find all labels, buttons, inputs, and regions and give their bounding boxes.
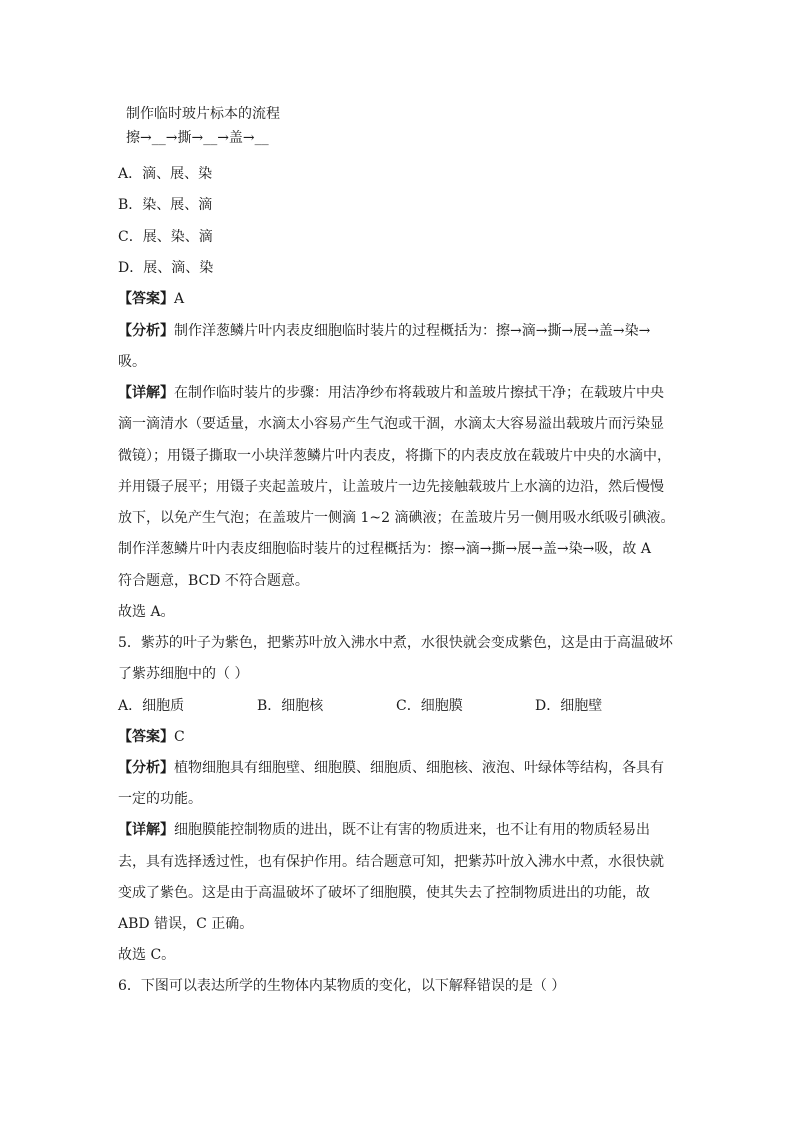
q4-option-c: C．展、染、滴 (118, 229, 213, 245)
detail-line: 微镜）；用镊子撕取一小块洋葱鳞片叶内表皮，将撕下的内表皮放在载玻片中央的水滴中， (118, 448, 671, 464)
answer-tag: 【答案】 (118, 291, 174, 307)
q4-option-b: B．染、展、滴 (118, 197, 213, 213)
answer-value: C (174, 729, 185, 745)
detail-line: 符合题意，BCD 不符合题意。 (118, 573, 309, 589)
q5-analysis (118, 758, 664, 778)
q5-detail (118, 820, 650, 840)
detail-line: 并用镊子展平；用镊子夹起盖玻片，让盖玻片一边先接触载玻片上水滴的边沿，然后慢慢 (118, 479, 664, 495)
analysis-line: 一定的功能。 (118, 791, 202, 807)
q5-option-b: B．细胞核 (257, 698, 324, 714)
q5-stem-line: 了紫苏细胞中的（ ） (118, 666, 249, 682)
detail-line: 细胞膜能控制物质的进出，既不让有害的物质进来，也不让有用的物质轻易出 (174, 822, 650, 838)
q5-stem-line: 5．紫苏的叶子为紫色，把紫苏叶放入沸水中煮，水很快就会变成紫色，这是由于高温破坏 (118, 635, 673, 651)
analysis-line: 植物细胞具有细胞壁、细胞膜、细胞质、细胞核、液泡、叶绿体等结构，各具有 (174, 760, 664, 776)
q4-option-d: D．展、滴、染 (118, 260, 214, 276)
detail-line: 变成了紫色。这是由于高温破坏了破坏了细胞膜，使其失去了控制物质进出的功能，故 (118, 885, 650, 901)
detail-line: 滴一滴清水（要适量，水滴太小容易产生气泡或干涸，水滴太大容易溢出载玻片而污染显 (118, 416, 664, 432)
q4-conclusion: 故选 A。 (118, 604, 175, 620)
answer-tag: 【答案】 (118, 729, 174, 745)
q5-answer (118, 727, 185, 747)
analysis-line: 制作洋葱鳞片叶内表皮细胞临时装片的过程概括为：擦→滴→撕→展→盖→染→ (174, 323, 651, 339)
q4-option-a: A．滴、展、染 (118, 166, 213, 182)
q4-analysis (118, 321, 650, 341)
detail-line: ABD 错误，C 正确。 (118, 916, 254, 932)
flow-steps: 擦→__→撕→__→盖→__ (126, 130, 269, 146)
q5-conclusion: 故选 C。 (118, 947, 176, 963)
detail-line: 在制作临时装片的步骤：用洁净纱布将载玻片和盖玻片擦拭干净；在载玻片中央 (174, 385, 664, 401)
analysis-tag: 【分析】 (118, 760, 174, 776)
detail-tag: 【详解】 (118, 385, 174, 401)
detail-line: 去，具有选择透过性，也有保护作用。结合题意可知，把紫苏叶放入沸水中煮，水很快就 (118, 854, 664, 870)
q5-option-a: A．细胞质 (118, 698, 185, 714)
q5-option-c: C．细胞膜 (396, 698, 463, 714)
detail-line: 制作洋葱鳞片叶内表皮细胞临时装片的过程概括为：擦→滴→撕→展→盖→染→吸，故 A (118, 541, 651, 557)
detail-tag: 【详解】 (118, 822, 174, 838)
flow-title: 制作临时玻片标本的流程 (126, 106, 280, 122)
q4-answer (118, 289, 184, 309)
q6-stem: 6．下图可以表达所学的生物体内某物质的变化，以下解释错误的是（ ） (118, 978, 566, 994)
answer-value: A (174, 291, 185, 307)
q4-detail (118, 383, 664, 403)
detail-line: 放下，以免产生气泡；在盖玻片一侧滴 1~2 滴碘液；在盖玻片另一侧用吸水纸吸引碘液。 (118, 510, 675, 526)
q5-option-d: D．细胞壁 (535, 698, 603, 714)
analysis-line: 吸。 (118, 354, 146, 370)
analysis-tag: 【分析】 (118, 323, 174, 339)
